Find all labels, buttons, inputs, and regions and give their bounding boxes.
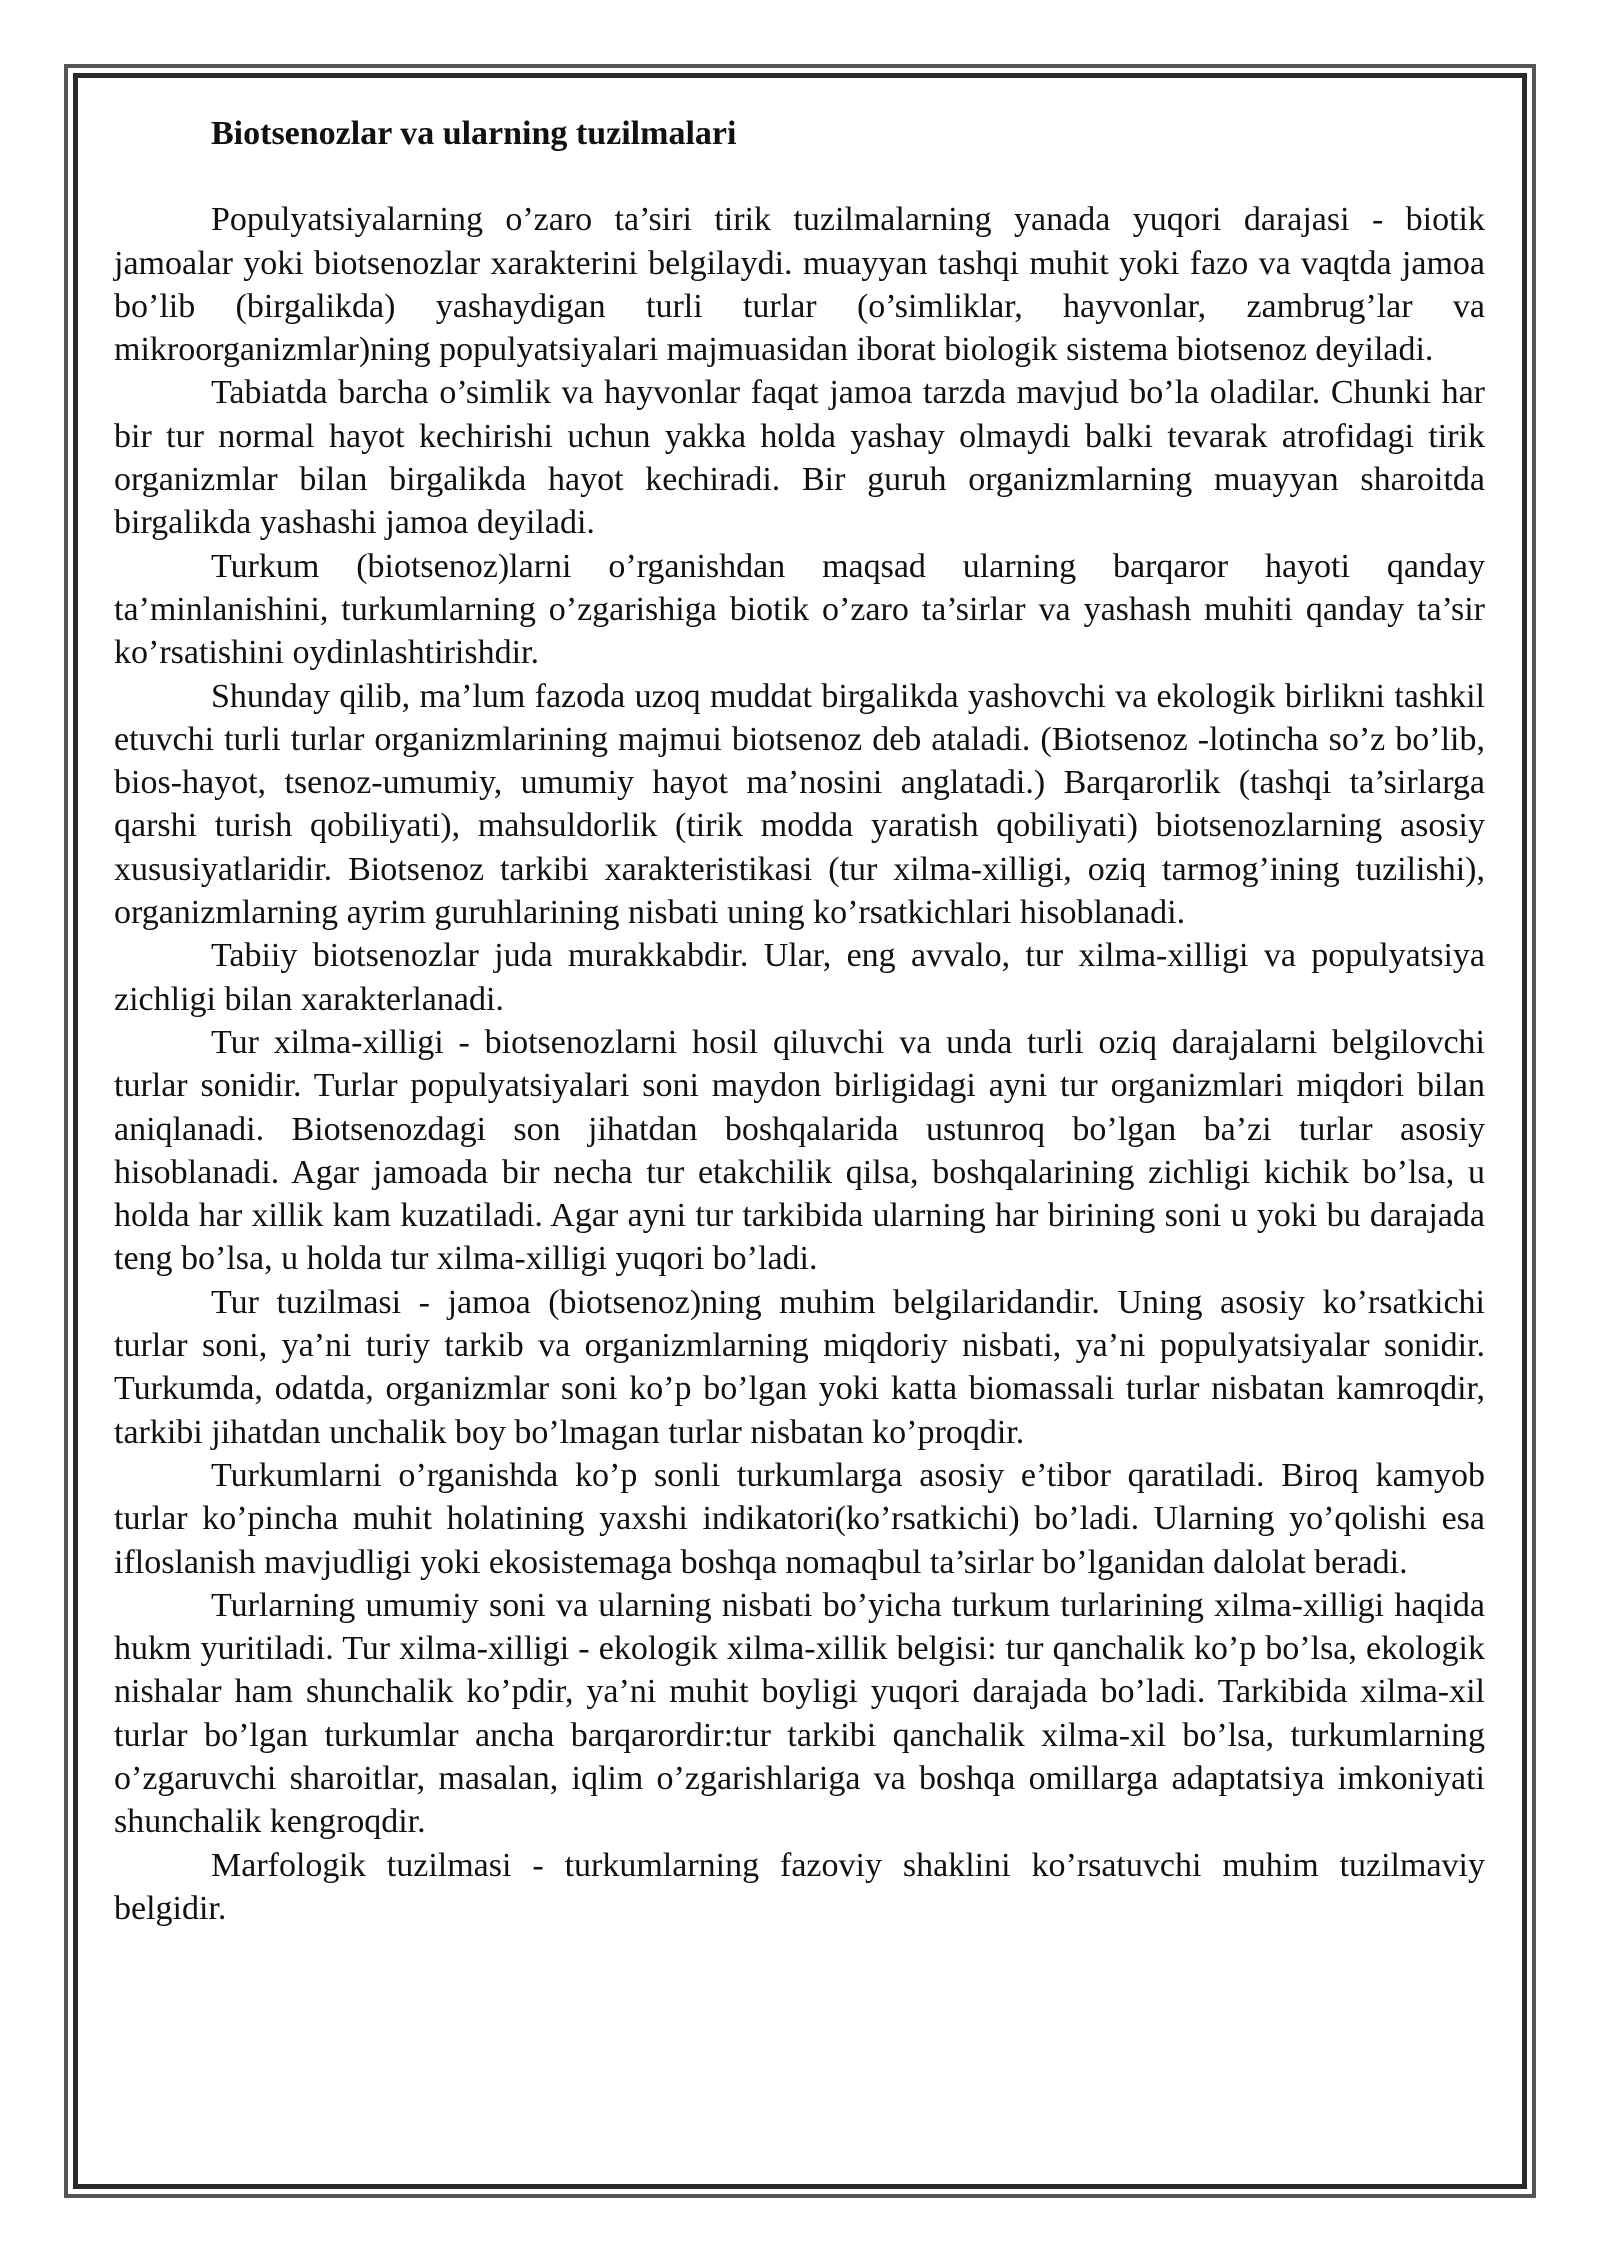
paragraph-10: Marfologik tuzilmasi - turkumlarning fazoviy shaklini ko’rsatuvchi muhim tuzilmaviy belgidir. [114,1846,1485,1927]
document-title: Biotsenozlar va ularning tuzilmalari [211,115,737,152]
paragraph-7: Tur tuzilmasi - jamoa (biotsenoz)ning muhim belgilaridandir. Uning asosiy ko’rsatkichi turlar soni, ya’ni turiy tarkib va organizmlarning miqdoriy nisbati, ya’ni populyatsiyalar sonidir. Turkumda, odatda, organizmlar soni ko’p bo’lgan yoki katta biomassali turlar nisbatan kamroqdir, tarkibi jihatdan unchalik boy bo’lmagan turlar nisbatan ko’proqdir. [114,1283,1485,1451]
paragraph-1: Populyatsiyalarning o’zaro ta’siri tirik tuzilmalarning yanada yuqori darajasi - biotik jamoalar yoki biotsenozlar xarakterini belgilaydi. muayyan tashqi muhit yoki fazo va vaqtda jamoa bo’lib (birgalikda) yashaydigan turli turlar (o’simliklar, hayvonlar, zambrug’lar va mikroorganizmlar)ning populyatsiyalari majmuasidan iborat biologik sistema biotsenoz deyiladi. [114,201,1485,369]
paragraph-6: Tur xilma-xilligi - biotsenozlarni hosil qiluvchi va unda turli oziq darajalarni belgilovchi turlar sonidir. Turlar populyatsiyalari soni maydon birligidagi ayni tur organizmlari miqdori bilan aniqlanadi. Biotsenozdagi son jihatdan boshqalarida ustunroq bo’lgan ba’zi turlar asosiy hisoblanadi. Agar jamoada bir necha tur etakchilik qilsa, boshqalarining zichligi kichik bo’lsa, u holda har xillik kam kuzatiladi. Agar ayni tur tarkibida ularning har birining soni u yoki bu darajada teng bo’lsa, u holda tur xilma-xilligi yuqori bo’ladi. [114,1023,1485,1278]
document-body [114,112,1485,1930]
paragraph-8: Turkumlarni o’rganishda ko’p sonli turkumlarga asosiy e’tibor qaratiladi. Biroq kamyob turlar ko’pincha muhit holatining yaxshi indikatori(ko’rsatkichi) bo’ladi. Ularning yo’qolishi esa ifloslanish mavjudligi yoki ekosistemaga boshqa nomaqbul ta’sirlar bo’lganidan dalolat beradi. [114,1456,1485,1581]
paragraph-4: Shunday qilib, ma’lum fazoda uzoq muddat birgalikda yashovchi va ekologik birlikni tashkil etuvchi turli turlar organizmlarining majmui biotsenoz deb ataladi. (Biotsenoz -lotincha so’z bo’lib, bios-hayot, tsenoz-umumiy, umumiy hayot ma’nosini anglatadi.) Barqarorlik (tashqi ta’sirlarga qarshi turish qobiliyati), mahsuldorlik (tirik modda yaratish qobiliyati) biotsenozlarning asosiy xususiyatlaridir. Biotsenoz tarkibi xarakteristikasi (tur xilma-xilligi, oziq tarmog’ining tuzilishi), organizmlarning ayrim guruhlarining nisbati uning ko’rsatkichlari hisoblanadi. [114,677,1485,932]
paragraph-9: Turlarning umumiy soni va ularning nisbati bo’yicha turkum turlarining xilma-xilligi haqida hukm yuritiladi. Tur xilma-xilligi - ekologik xilma-xillik belgisi: tur qanchalik ko’p bo’lsa, ekologik nishalar ham shunchalik ko’pdir, ya’ni muhit boyligi yuqori darajada bo’ladi. Tarkibida xilma-xil turlar bo’lgan turkumlar ancha barqarordir:tur tarkibi qanchalik xilma-xil bo’lsa, turkumlarning o’zgaruvchi sharoitlar, masalan, iqlim o’zgarishlariga va boshqa omillarga adaptatsiya imkoniyati shunchalik kengroqdir. [114,1586,1485,1841]
paragraph-3: Turkum (biotsenoz)larni o’rganishdan maqsad ularning barqaror hayoti qanday ta’minlanishini, turkumlarning o’zgarishiga biotik o’zaro ta’sirlar va yashash muhiti qanday ta’sir ko’rsatishini oydinlashtirishdir. [114,547,1485,672]
paragraph-5: Tabiiy biotsenozlar juda murakkabdir. Ular, eng avvalo, tur xilma-xilligi va populyatsiya zichligi bilan xarakterlanadi. [114,937,1485,1018]
paragraph-2: Tabiatda barcha o’simlik va hayvonlar faqat jamoa tarzda mavjud bo’la oladilar. Chunki har bir tur normal hayot kechirishi uchun yakka holda yashay olmaydi balki tevarak atrofidagi tirik organizmlar bilan birgalikda hayot kechiradi. Bir guruh organizmlarning muayyan sharoitda birgalikda yashashi jamoa deyiladi. [114,374,1485,542]
